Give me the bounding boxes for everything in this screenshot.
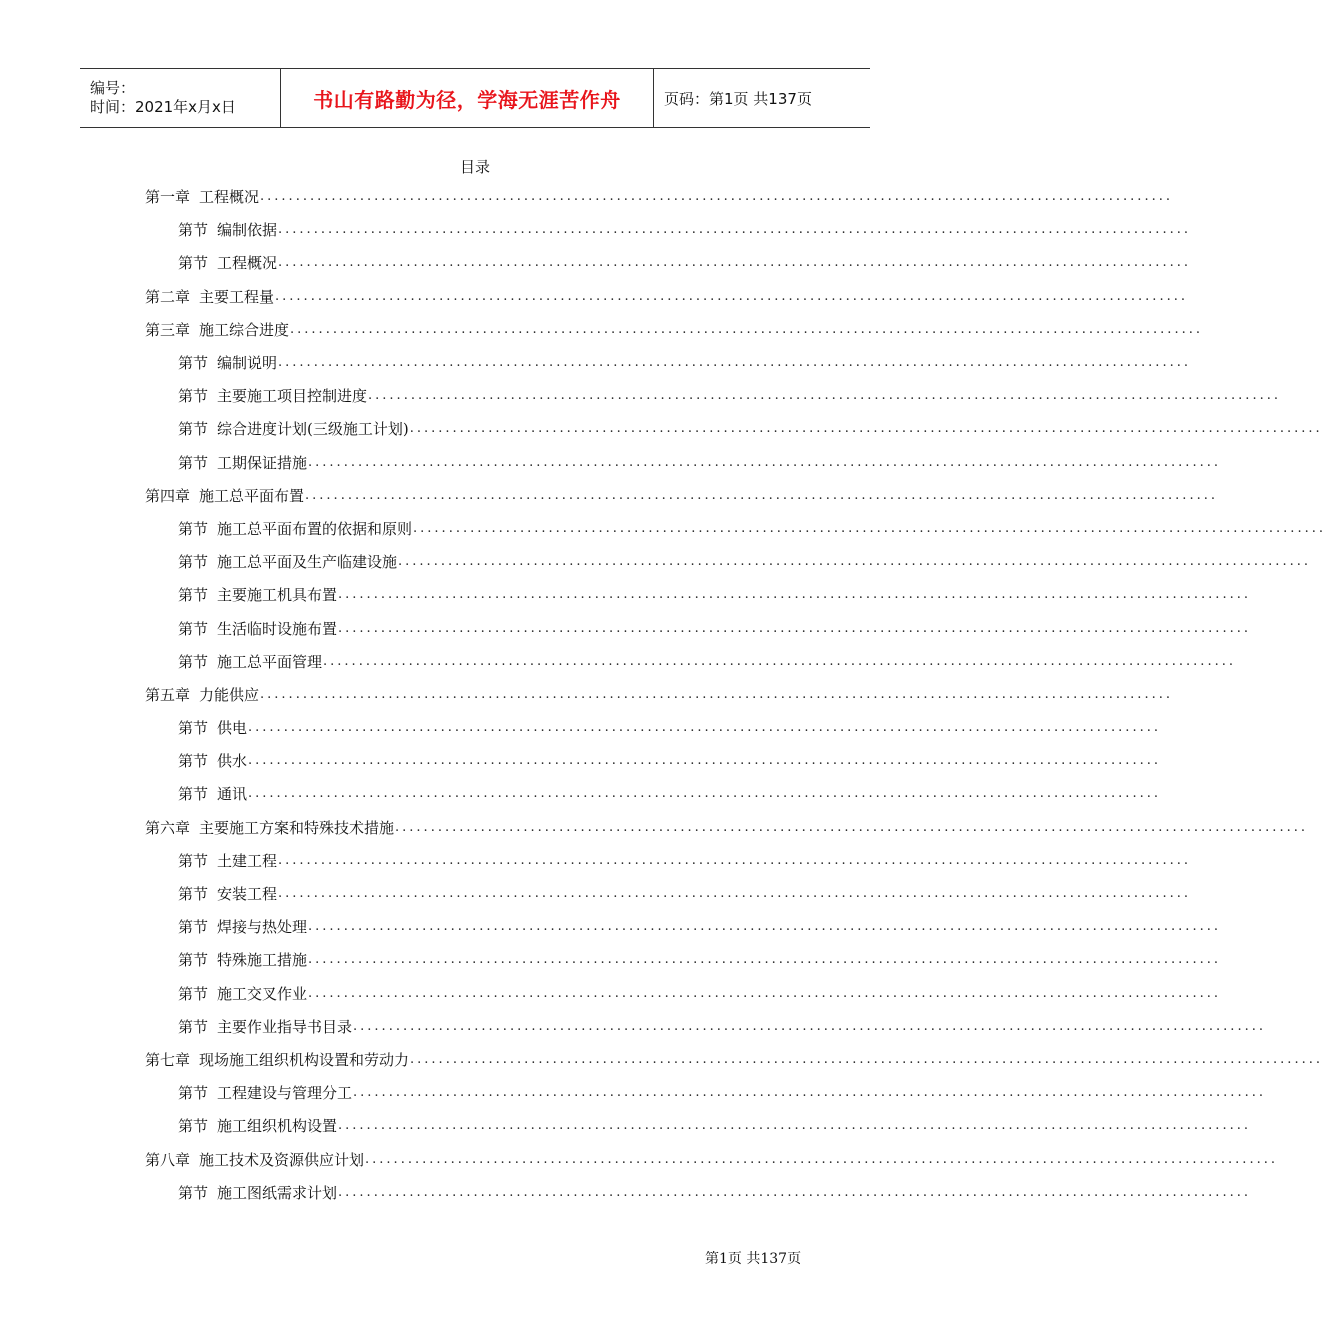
toc-dot-leader: ................................................................................................................................	[338, 1118, 1251, 1134]
toc-entry-number: 第七章	[145, 1050, 191, 1069]
toc-section-entry	[145, 246, 1191, 279]
toc-dot-leader: ................................................................................................................................	[365, 1151, 1278, 1167]
toc-section-entry	[145, 346, 1191, 379]
toc-entry-label	[178, 949, 307, 970]
toc-entry-label	[145, 1149, 364, 1170]
toc-chapter-entry	[145, 280, 1188, 313]
toc-entry-title: 施工技术及资源供应计划	[199, 1150, 365, 1169]
toc-entry-label	[178, 750, 247, 771]
toc-entry-label	[178, 1082, 352, 1103]
toc-entry-label	[178, 452, 307, 473]
toc-section-entry	[145, 578, 1251, 611]
toc-entry-label	[178, 418, 409, 439]
toc-entry-label	[178, 352, 277, 373]
toc-entry-number: 第六章	[145, 818, 191, 837]
toc-entry-title: 工程概况	[217, 254, 278, 273]
toc-dot-leader: ................................................................................................................................	[278, 886, 1191, 902]
toc-entry-label	[178, 883, 277, 904]
toc-entry-number: 第八章	[145, 1150, 191, 1169]
toc-entry-label	[178, 385, 367, 406]
header-motto: 书山有路勤为径，学海无涯苦作舟	[281, 69, 654, 127]
toc-entry-number: 第节	[178, 453, 209, 472]
toc-section-entry	[145, 1076, 1266, 1109]
toc-dot-leader: ................................................................................................................................	[368, 388, 1281, 404]
toc-entry-title: 施工组织机构设置	[217, 1117, 338, 1136]
toc-entry-title: 施工总平面布置的依据和原则	[217, 519, 413, 538]
header-meta	[80, 69, 281, 127]
toc-entry-label	[178, 651, 322, 672]
toc-entry-label	[178, 252, 277, 273]
toc-entry-number: 第节	[178, 652, 209, 671]
toc-chapter-entry	[145, 811, 1308, 844]
toc-entry-label	[178, 1115, 337, 1136]
toc-entry-number: 第节	[178, 1084, 209, 1103]
toc-entry-number: 第节	[178, 354, 209, 373]
page-header	[80, 68, 870, 128]
toc-entry-number: 第节	[178, 586, 209, 605]
toc-entry-number: 第三章	[145, 320, 191, 339]
toc-section-entry	[145, 977, 1221, 1010]
toc-entry-label	[145, 286, 274, 307]
toc-entry-title: 生活临时设施布置	[217, 619, 338, 638]
toc-entry-number: 第节	[178, 785, 209, 804]
toc-section-entry	[145, 1176, 1251, 1209]
toc-chapter-entry	[145, 479, 1218, 512]
toc-section-entry	[145, 213, 1191, 246]
toc-entry-number: 第一章	[145, 188, 191, 207]
toc-dot-leader: ................................................................................................................................	[278, 852, 1191, 868]
toc-dot-leader: ................................................................................................................................	[278, 355, 1191, 371]
toc-dot-leader: ................................................................................................................................	[278, 222, 1191, 238]
toc-entry-title: 施工总平面布置	[199, 486, 305, 505]
toc-section-entry	[145, 512, 1326, 545]
toc-entry-label	[178, 584, 337, 605]
toc-entry-label	[145, 319, 289, 340]
toc-entry-number: 第节	[178, 519, 209, 538]
toc-dot-leader: ................................................................................................................................	[323, 653, 1236, 669]
toc-dot-leader: ................................................................................................................................	[308, 454, 1221, 470]
toc-entry-label	[145, 485, 304, 506]
toc-entry-label	[178, 518, 412, 539]
toc-section-entry	[145, 1010, 1266, 1043]
toc-entry-title: 供水	[217, 752, 248, 771]
toc-dot-leader: ................................................................................................................................	[308, 985, 1221, 1001]
toc-dot-leader: ................................................................................................................................	[395, 819, 1308, 835]
toc-entry-number: 第节	[178, 984, 209, 1003]
toc-section-entry	[145, 379, 1281, 412]
footer-page-number: 第1页 共137页	[705, 1251, 802, 1267]
toc-entry-label	[178, 850, 277, 871]
toc-entry-title: 施工图纸需求计划	[217, 1183, 338, 1202]
toc-entry-title: 焊接与热处理	[217, 918, 308, 937]
toc-dot-leader: ................................................................................................................................	[338, 1184, 1251, 1200]
toc-entry-title: 供电	[217, 719, 248, 738]
toc-entry-label	[178, 618, 337, 639]
toc-entry-title: 施工总平面管理	[217, 652, 323, 671]
toc-entry-title: 施工总平面及生产临建设施	[217, 553, 398, 572]
toc-entry-title: 力能供应	[199, 685, 260, 704]
toc-entry-label	[178, 1182, 337, 1203]
toc-entry-label	[178, 916, 307, 937]
toc-entry-number: 第节	[178, 1017, 209, 1036]
toc-entry-number: 第节	[178, 918, 209, 937]
toc-section-entry	[145, 910, 1221, 943]
toc-entry-number: 第节	[178, 254, 209, 273]
toc-entry-label	[178, 219, 277, 240]
toc-entry-title: 综合进度计划(三级施工计划)	[217, 420, 409, 439]
toc-entry-number: 第节	[178, 221, 209, 240]
toc-entry-title: 工期保证措施	[217, 453, 308, 472]
toc-entry-title: 编制说明	[217, 354, 278, 373]
toc-entry-number: 第节	[178, 719, 209, 738]
toc-chapter-entry	[145, 1142, 1278, 1175]
toc-entry-number: 第四章	[145, 486, 191, 505]
toc-dot-leader: ................................................................................................................................	[305, 487, 1218, 503]
toc-entry-number: 第节	[178, 619, 209, 638]
toc-section-entry	[145, 645, 1236, 678]
toc-entry-label	[178, 551, 397, 572]
toc-dot-leader: ................................................................................................................................	[409, 421, 1323, 437]
toc-entry-title: 通讯	[217, 785, 248, 804]
toc-dot-leader: ................................................................................................................................	[260, 686, 1173, 702]
toc-entry-number: 第节	[178, 553, 209, 572]
toc-chapter-entry	[145, 678, 1173, 711]
toc-entry-label	[178, 783, 247, 804]
toc-section-entry	[145, 611, 1251, 644]
toc-entry-title: 工程建设与管理分工	[217, 1084, 353, 1103]
toc-dot-leader: ................................................................................................................................	[275, 288, 1188, 304]
toc-entry-title: 主要施工机具布置	[217, 586, 338, 605]
toc-section-entry	[145, 744, 1161, 777]
toc-section-entry	[145, 545, 1311, 578]
toc-entry-number: 第节	[178, 420, 209, 439]
toc-dot-leader: ................................................................................................................................	[248, 753, 1161, 769]
toc-entry-title: 特殊施工措施	[217, 951, 308, 970]
toc-title: 目录	[459, 158, 490, 176]
toc-chapter-entry	[145, 1043, 1323, 1076]
toc-entry-number: 第节	[178, 752, 209, 771]
toc-section-entry	[145, 777, 1161, 810]
toc-chapter-entry	[145, 180, 1173, 213]
toc-dot-leader: ................................................................................................................................	[338, 587, 1251, 603]
toc-dot-leader: ................................................................................................................................	[260, 189, 1173, 205]
document-number-label: 编号：	[90, 79, 136, 97]
toc-section-entry	[145, 711, 1161, 744]
toc-entry-label	[178, 1016, 352, 1037]
toc-dot-leader: ................................................................................................................................	[308, 952, 1221, 968]
table-of-contents	[145, 180, 1326, 1209]
toc-section-entry	[145, 844, 1191, 877]
toc-section-entry	[145, 1109, 1251, 1142]
toc-entry-title: 主要施工项目控制进度	[217, 387, 368, 406]
toc-chapter-entry	[145, 313, 1203, 346]
toc-entry-title: 安装工程	[217, 885, 278, 904]
toc-entry-title: 施工交叉作业	[217, 984, 308, 1003]
toc-entry-label	[145, 817, 394, 838]
toc-entry-title: 工程概况	[199, 188, 260, 207]
toc-entry-label	[145, 684, 259, 705]
toc-dot-leader: ................................................................................................................................	[290, 321, 1203, 337]
toc-section-entry	[145, 877, 1191, 910]
toc-entry-number: 第节	[178, 387, 209, 406]
toc-entry-number: 第节	[178, 885, 209, 904]
toc-entry-number: 第节	[178, 1117, 209, 1136]
toc-dot-leader: ................................................................................................................................	[353, 1018, 1266, 1034]
toc-entry-label	[178, 983, 307, 1004]
toc-dot-leader: ................................................................................................................................	[338, 620, 1251, 636]
toc-entry-number: 第节	[178, 851, 209, 870]
toc-section-entry	[145, 446, 1221, 479]
toc-entry-title: 编制依据	[217, 221, 278, 240]
toc-entry-label	[145, 186, 259, 207]
header-page-info: 页码：第1页 共137页	[664, 89, 812, 108]
toc-entry-label	[145, 1049, 409, 1070]
toc-entry-title: 现场施工组织机构设置和劳动力	[199, 1050, 410, 1069]
toc-dot-leader: ................................................................................................................................	[308, 919, 1221, 935]
toc-entry-label	[178, 717, 247, 738]
toc-entry-number: 第二章	[145, 287, 191, 306]
toc-entry-title: 施工综合进度	[199, 320, 290, 339]
toc-dot-leader: ................................................................................................................................	[248, 786, 1161, 802]
toc-dot-leader: ................................................................................................................................	[248, 720, 1161, 736]
toc-entry-number: 第五章	[145, 685, 191, 704]
toc-entry-title: 主要工程量	[199, 287, 275, 306]
toc-dot-leader: ................................................................................................................................	[410, 1051, 1323, 1067]
toc-entry-title: 主要作业指导书目录	[217, 1017, 353, 1036]
toc-entry-number: 第节	[178, 1183, 209, 1202]
toc-section-entry	[145, 412, 1323, 445]
toc-dot-leader: ................................................................................................................................	[398, 554, 1311, 570]
toc-entry-number: 第节	[178, 951, 209, 970]
toc-dot-leader: ................................................................................................................................	[413, 520, 1326, 536]
toc-dot-leader: ................................................................................................................................	[278, 255, 1191, 271]
document-time-label: 时间：2021年x月x日	[90, 98, 236, 116]
toc-entry-title: 主要施工方案和特殊技术措施	[199, 818, 395, 837]
toc-entry-title: 土建工程	[217, 851, 278, 870]
toc-section-entry	[145, 943, 1221, 976]
toc-dot-leader: ................................................................................................................................	[353, 1085, 1266, 1101]
